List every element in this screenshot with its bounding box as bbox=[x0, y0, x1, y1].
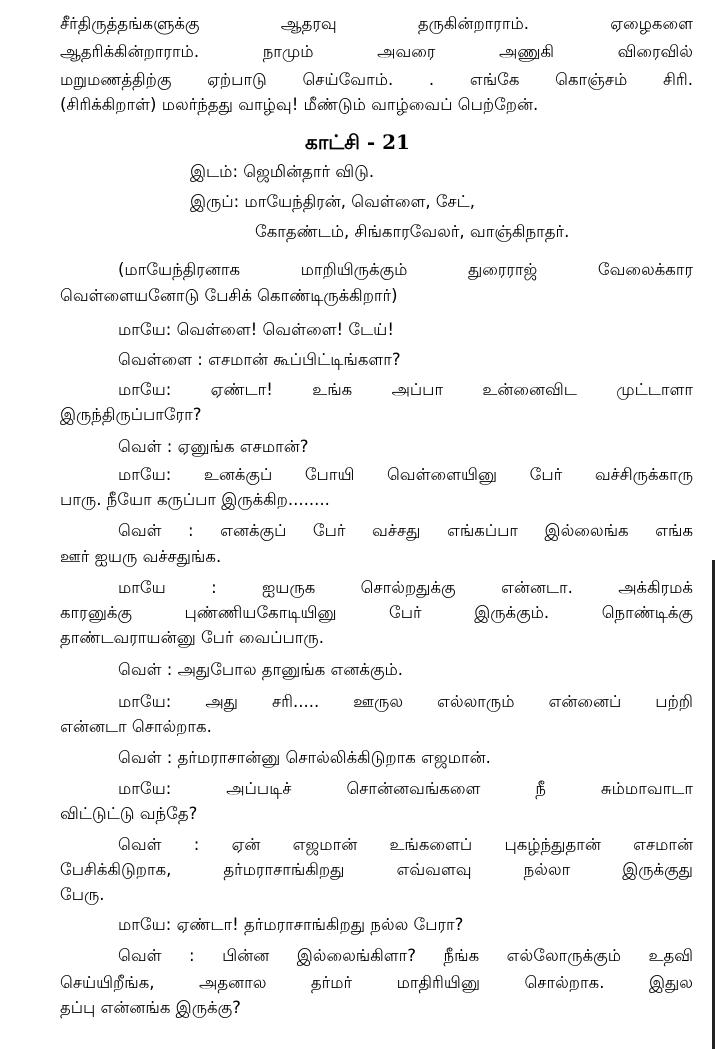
dialogue-line: மாயே: உனக்குப் போயி வெள்ளையினு பேர் வச்சிருக்காரு bbox=[118, 465, 693, 484]
paragraph-line: ஆதரிக்கின்றாராம். நாமும் அவரை அணுகி விரைவில் bbox=[60, 42, 693, 61]
dialogue-line: மாயே: ஏண்டா! தர்மராசாங்கிறது நல்ல பேரா? bbox=[118, 915, 464, 934]
stage-direction-line: வெள்ளையனோடு பேசிக் கொண்டிருக்கிறார்) bbox=[60, 286, 398, 305]
dialogue-line: மாயே : ஐயருக சொல்றதுக்கு என்னடா. அக்கிரமக் bbox=[118, 578, 693, 597]
scene-characters: இருப்: மாயேந்திரன், வெள்ளை, சேட், bbox=[190, 192, 476, 211]
dialogue-line: தப்பு என்னங்க இருக்கு? bbox=[60, 998, 241, 1017]
stage-direction-line: (மாயேந்திரனாக மாறியிருக்கும் துரைராஜ் வேலைக்கார bbox=[118, 260, 693, 279]
dialogue-line: காரனுக்கு புண்ணியகோடியினு பேர் இருக்கும். நொண்டிக்கு bbox=[60, 603, 693, 622]
dialogue-line: வெள் : எனக்குப் பேர் வச்சது எங்கப்பா இல்லைங்க எங்க bbox=[118, 521, 693, 540]
scene-place: இடம்: ஜெமின்தார் விடு. bbox=[190, 162, 375, 181]
dialogue-line: மாயே: அப்படிச் சொன்னவங்களை நீ சும்மாவாடா bbox=[118, 779, 693, 798]
dialogue-line: வெள் : பின்ன இல்லைங்கிளா? நீங்க எல்லோருக்கும் உதவி bbox=[118, 946, 693, 965]
dialogue-line: என்னடா சொல்றாக. bbox=[60, 717, 212, 736]
dialogue-line: மாயே: ஏண்டா! உங்க அப்பா உன்னைவிட முட்டாளா bbox=[118, 380, 693, 399]
dialogue-line: மாயே: வெள்ளை! வெள்ளை! டேய்! bbox=[118, 320, 394, 339]
dialogue-line: செய்யிறீங்க, அதனால தர்மர் மாதிரியினு சொல்றாக. இதுல bbox=[60, 973, 693, 992]
dialogue-line: வெள் : ஏனுங்க எசமான்? bbox=[118, 437, 309, 456]
dialogue-line: இருந்திருப்பாரோ? bbox=[60, 405, 202, 424]
dialogue-line: வெள் : அதுபோல தானுங்க எனக்கும். bbox=[118, 660, 404, 679]
dialogue-line: வெள் : ஏன் எஜமான் உங்களைப் புகழ்ந்துதான் எசமான் bbox=[118, 835, 693, 854]
paragraph-line: மறுமணத்திற்கு ஏற்பாடு செய்வோம். . எங்கே கொஞ்சம் சிரி. bbox=[60, 70, 693, 89]
scene-characters-cont: கோதண்டம், சிங்காரவேலர், வாஞ்கிநாதர். bbox=[255, 222, 570, 241]
dialogue-line: தாண்டவராயன்னு பேர் வைப்பாரு. bbox=[60, 628, 324, 647]
paragraph-line: (சிரிக்கிறாள்) மலர்ந்தது வாழ்வு! மீண்டும் வாழ்வைப் பெற்றேன். bbox=[60, 95, 539, 114]
dialogue-line: மாயே: அது சரி..... ஊருல எல்லாரும் என்னைப் பற்றி bbox=[118, 692, 693, 711]
dialogue-line: விட்டுட்டு வந்தே? bbox=[60, 804, 198, 823]
dialogue-line: பாரு. நீயோ கருப்பா இருக்கிற........ bbox=[60, 490, 330, 509]
dialogue-line: ஊர் ஐயரு வச்சதுங்க. bbox=[60, 547, 222, 566]
dialogue-line: பேரு. bbox=[60, 885, 105, 904]
dialogue-line: வெள்ளை : எசமான் கூப்பிட்டிங்களா? bbox=[118, 350, 401, 369]
paragraph-line: சீர்திருத்தங்களுக்கு ஆதரவு தருகின்றாராம். ஏழைகளை bbox=[60, 14, 693, 33]
scene-heading: காட்சி - 21 bbox=[305, 130, 410, 154]
dialogue-line: பேசிக்கிடுறாக, தர்மராசாங்கிறது எவ்வளவு நல்லா இருக்குது bbox=[60, 860, 693, 879]
dialogue-line: வெள் : தர்மராசான்னு சொல்லிக்கிடுறாக எஜமான். bbox=[118, 748, 491, 767]
